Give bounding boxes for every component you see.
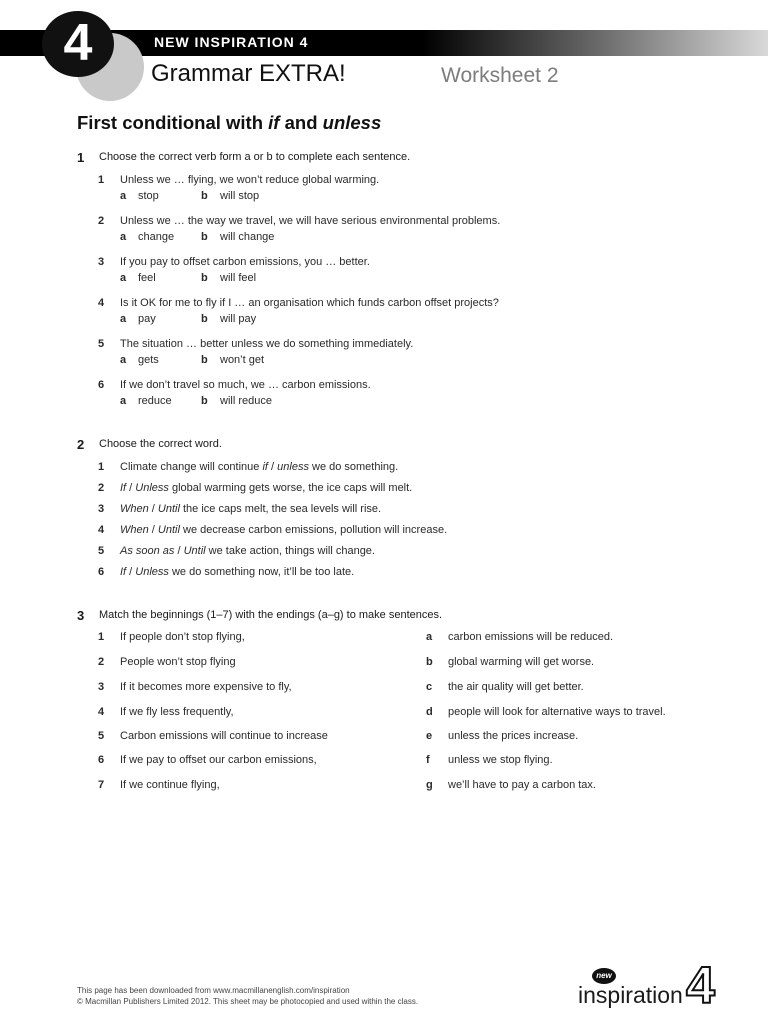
item-number: 6: [98, 566, 105, 578]
option-letter: b: [201, 395, 208, 407]
word-option-2[interactable]: Unless: [135, 482, 169, 494]
item-number: 6: [98, 379, 105, 391]
item-number: 2: [98, 656, 105, 668]
option-letter: a: [120, 272, 127, 284]
heading-text: First conditional with: [77, 112, 269, 133]
item-text: the air quality will get better.: [448, 681, 584, 693]
exercise-number: 2: [77, 437, 85, 452]
logo-new-badge: new: [592, 968, 616, 984]
heading-and: and: [279, 112, 323, 133]
option-letter: b: [201, 272, 208, 284]
item-text: the ice caps melt, the sea levels will rise.: [179, 503, 382, 515]
item-number: 4: [98, 297, 105, 309]
option-letter: b: [201, 190, 208, 202]
option-b[interactable]: will pay: [220, 313, 257, 325]
option-letter: a: [120, 395, 127, 407]
item-text: unless the prices increase.: [448, 730, 579, 742]
unit-number: 4: [63, 14, 93, 72]
option-b[interactable]: will reduce: [220, 395, 272, 407]
item-text: we do something.: [308, 461, 399, 473]
word-option-2[interactable]: Unless: [135, 566, 169, 578]
item-letter: d: [426, 706, 433, 718]
option-separator: /: [148, 524, 158, 536]
item-text: People won’t stop flying: [120, 656, 236, 668]
option-a[interactable]: change: [138, 231, 175, 243]
option-separator: /: [267, 461, 278, 473]
option-letter: b: [201, 231, 208, 243]
footer: [77, 985, 418, 1007]
item-text: Is it OK for me to fly if I … an organisation which funds carbon offset projects?: [120, 297, 499, 309]
item-number: 1: [98, 461, 105, 473]
item-text: If it becomes more expensive to fly,: [120, 681, 292, 693]
exercise-instruction: Choose the correct word.: [99, 438, 222, 450]
exercise-instruction: Choose the correct verb form a or b to complete each sentence.: [99, 151, 411, 163]
worksheet-subtitle: Worksheet 2: [441, 64, 559, 87]
item-text: carbon emissions will be reduced.: [448, 631, 614, 643]
exercise-instruction: Match the beginnings (1–7) with the endings (a–g) to make sentences.: [99, 609, 443, 621]
item-number: 4: [98, 524, 105, 536]
option-letter: b: [201, 354, 208, 366]
item-text: global warming gets worse, the ice caps will melt.: [168, 482, 413, 494]
item-text: we take action, things will change.: [205, 545, 375, 557]
logo-number: 4: [686, 957, 715, 1015]
item-number: 5: [98, 545, 105, 557]
word-option-2[interactable]: Until: [183, 545, 206, 557]
option-separator: /: [174, 545, 184, 557]
item-text: people will look for alternative ways to travel.: [448, 706, 666, 718]
option-a[interactable]: reduce: [138, 395, 172, 407]
option-letter: a: [120, 190, 127, 202]
item-number: 6: [98, 754, 105, 766]
option-letter: a: [120, 313, 127, 325]
item-text: Carbon emissions will continue to increase: [120, 730, 328, 742]
item-number: 5: [98, 338, 105, 350]
option-b[interactable]: will feel: [220, 272, 257, 284]
option-separator: /: [126, 482, 136, 494]
worksheet-title: Grammar EXTRA!: [151, 60, 346, 87]
item-number: 2: [98, 482, 105, 494]
option-letter: a: [120, 231, 127, 243]
heading-unless: unless: [322, 112, 382, 133]
item-number: 1: [98, 631, 105, 643]
item-text: If we don’t travel so much, we … carbon emissions.: [120, 379, 371, 391]
inspiration-logo: [578, 957, 728, 1015]
word-option-1[interactable]: if: [262, 461, 268, 473]
word-option-1[interactable]: If: [120, 566, 127, 578]
option-letter: a: [120, 354, 127, 366]
footer-copyright: © Macmillan Publishers Limited 2012. This sheet may be photocopied and used within the class.: [77, 997, 419, 1006]
item-text: If we pay to offset our carbon emissions,: [120, 754, 317, 766]
word-option-2[interactable]: Until: [157, 503, 180, 515]
item-letter: c: [426, 681, 433, 693]
item-number: 3: [98, 681, 105, 693]
option-b[interactable]: will stop: [220, 190, 260, 202]
option-separator: /: [148, 503, 158, 515]
item-number: 3: [98, 256, 105, 268]
exercise-number: 3: [77, 608, 85, 623]
item-letter: f: [426, 754, 430, 766]
word-option-1[interactable]: As soon as: [120, 545, 175, 557]
option-b[interactable]: won’t get: [220, 354, 265, 366]
item-text: unless we stop flying.: [448, 754, 553, 766]
item-number: 2: [98, 215, 105, 227]
heading-if: if: [268, 112, 280, 133]
option-a[interactable]: feel: [138, 272, 156, 284]
series-title: NEW INSPIRATION 4: [154, 34, 309, 50]
logo-word: inspiration: [578, 982, 683, 1008]
item-number: 4: [98, 706, 105, 718]
item-letter: b: [426, 656, 433, 668]
item-number: 1: [98, 174, 105, 186]
option-a[interactable]: pay: [138, 313, 156, 325]
item-text: global warming will get worse.: [448, 656, 595, 668]
item-text: we do something now, it’ll be too late.: [168, 566, 355, 578]
page-heading: [77, 112, 381, 134]
unit-badge: [42, 11, 114, 77]
item-text: If we fly less frequently,: [120, 706, 234, 718]
item-text: If people don’t stop flying,: [120, 631, 245, 643]
option-letter: b: [201, 313, 208, 325]
option-separator: /: [126, 566, 136, 578]
word-option-1[interactable]: When: [120, 503, 149, 515]
item-text: Unless we … the way we travel, we will have serious environmental problems.: [120, 215, 501, 227]
word-option-1[interactable]: When: [120, 524, 149, 536]
footer-source: This page has been downloaded from www.macmillanenglish.com/inspiration: [77, 986, 350, 995]
item-text: If you pay to offset carbon emissions, you … better.: [120, 256, 370, 268]
item-text: we’ll have to pay a carbon tax.: [448, 779, 596, 791]
item-text: The situation … better unless we do something immediately.: [120, 338, 414, 350]
item-letter: e: [426, 730, 433, 742]
word-option-2[interactable]: unless: [277, 461, 309, 473]
item-text: If we continue flying,: [120, 779, 220, 791]
item-number: 5: [98, 730, 105, 742]
item-text: we decrease carbon emissions, pollution will increase.: [179, 524, 448, 536]
item-letter: g: [426, 779, 433, 791]
option-a[interactable]: stop: [138, 190, 159, 202]
item-number: 3: [98, 503, 105, 515]
word-option-1[interactable]: If: [120, 482, 127, 494]
item-number: 7: [98, 779, 105, 791]
option-b[interactable]: will change: [220, 231, 275, 243]
exercise-number: 1: [77, 150, 85, 165]
item-text: Unless we … flying, we won’t reduce global warming.: [120, 174, 380, 186]
item-letter: a: [426, 631, 433, 643]
word-option-2[interactable]: Until: [157, 524, 180, 536]
option-a[interactable]: gets: [138, 354, 159, 366]
item-text: Climate change will continue: [120, 461, 263, 473]
